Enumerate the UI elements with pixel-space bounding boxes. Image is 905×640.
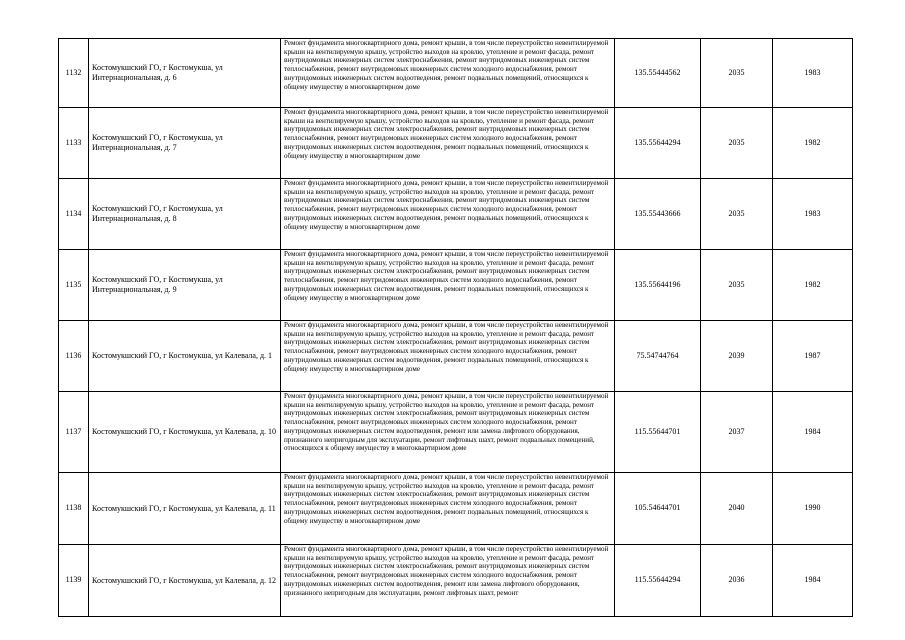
cost-cell: 115.55644701 [615,392,701,473]
table-row [59,250,853,321]
table-row [59,473,853,545]
cost-cell: 135.55444562 [615,39,701,108]
built-year-cell: 1983 [773,179,853,250]
planned-year-cell: 2035 [701,108,773,179]
row-number: 1133 [59,108,89,179]
address-cell: Костомукшский ГО, г Костомукша, ул Калевала, д. 11 [89,473,281,545]
planned-year-cell: 2035 [701,179,773,250]
built-year-cell: 1983 [773,39,853,108]
built-year-cell: 1984 [773,392,853,473]
planned-year-cell: 2037 [701,392,773,473]
cost-cell: 115.55644294 [615,545,701,617]
table-row [59,321,853,392]
built-year-cell: 1982 [773,108,853,179]
cost-cell: 135.55644294 [615,108,701,179]
planned-year-cell: 2035 [701,39,773,108]
works-cell: Ремонт фундамента многоквартирного дома, ремонт крыши, в том числе переустройство невентилируемой крыши на вентилируемую крышу, устройство выходов на кровлю, утепление и ремонт фасада, ремонт внутридомовых инженерных систем электроснабжения, ремонт внутридомовых инженерных систем теплоснабжения, ремонт внутридомовых инженерных систем холодного водоснабжения, ремонт внутридомовых инженерных систем водоотведения, ремонт или замена лифтового оборудования, признанного непригодным для эксплуатации, ремонт лифтовых шахт, ремонт [281,545,615,617]
cost-cell: 135.55443666 [615,179,701,250]
address-cell: Костомукшский ГО, г Костомукша, ул Интернациональная, д. 8 [89,179,281,250]
address-cell: Костомукшский ГО, г Костомукша, ул Калевала, д. 10 [89,392,281,473]
table-row [59,392,853,473]
cost-cell: 135.55644196 [615,250,701,321]
address-cell: Костомукшский ГО, г Костомукша, ул Интернациональная, д. 6 [89,39,281,108]
table-row [59,545,853,617]
table-row [59,179,853,250]
address-cell: Костомукшский ГО, г Костомукша, ул Калевала, д. 1 [89,321,281,392]
built-year-cell: 1987 [773,321,853,392]
works-cell: Ремонт фундамента многоквартирного дома, ремонт крыши, в том числе переустройство невентилируемой крыши на вентилируемую крышу, устройство выходов на кровлю, утепление и ремонт фасада, ремонт внутридомовых инженерных систем электроснабжения, ремонт внутридомовых инженерных систем теплоснабжения, ремонт внутридомовых инженерных систем холодного водоснабжения, ремонт внутридомовых инженерных систем водоотведения, ремонт подвальных помещений, относящихся к общему имуществу в многоквартирном доме [281,473,615,545]
cost-cell: 75.54744764 [615,321,701,392]
built-year-cell: 1984 [773,545,853,617]
works-cell: Ремонт фундамента многоквартирного дома, ремонт крыши, в том числе переустройство невентилируемой крыши на вентилируемую крышу, устройство выходов на кровлю, утепление и ремонт фасада, ремонт внутридомовых инженерных систем электроснабжения, ремонт внутридомовых инженерных систем теплоснабжения, ремонт внутридомовых инженерных систем холодного водоснабжения, ремонт внутридомовых инженерных систем водоотведения, ремонт подвальных помещений, относящихся к общему имуществу в многоквартирном доме [281,39,615,108]
works-cell: Ремонт фундамента многоквартирного дома, ремонт крыши, в том числе переустройство невентилируемой крыши на вентилируемую крышу, устройство выходов на кровлю, утепление и ремонт фасада, ремонт внутридомовых инженерных систем электроснабжения, ремонт внутридомовых инженерных систем теплоснабжения, ремонт внутридомовых инженерных систем холодного водоснабжения, ремонт внутридомовых инженерных систем водоотведения, ремонт подвальных помещений, относящихся к общему имуществу в многоквартирном доме [281,108,615,179]
planned-year-cell: 2035 [701,250,773,321]
address-cell: Костомукшский ГО, г Костомукша, ул Интернациональная, д. 9 [89,250,281,321]
row-number: 1135 [59,250,89,321]
address-cell: Костомукшский ГО, г Костомукша, ул Калевала, д. 12 [89,545,281,617]
cost-cell: 105.54644701 [615,473,701,545]
works-cell: Ремонт фундамента многоквартирного дома, ремонт крыши, в том числе переустройство невентилируемой крыши на вентилируемую крышу, устройство выходов на кровлю, утепление и ремонт фасада, ремонт внутридомовых инженерных систем электроснабжения, ремонт внутридомовых инженерных систем теплоснабжения, ремонт внутридомовых инженерных систем холодного водоснабжения, ремонт внутридомовых инженерных систем водоотведения, ремонт или замена лифтового оборудования, признанного непригодным для эксплуатации, ремонт лифтовых шахт, ремонт подвальных помещений, относящихся к общему имуществу в многоквартирном доме [281,392,615,473]
row-number: 1138 [59,473,89,545]
row-number: 1137 [59,392,89,473]
works-cell: Ремонт фундамента многоквартирного дома, ремонт крыши, в том числе переустройство невентилируемой крыши на вентилируемую крышу, устройство выходов на кровлю, утепление и ремонт фасада, ремонт внутридомовых инженерных систем электроснабжения, ремонт внутридомовых инженерных систем теплоснабжения, ремонт внутридомовых инженерных систем холодного водоснабжения, ремонт внутридомовых инженерных систем водоотведения, ремонт подвальных помещений, относящихся к общему имуществу в многоквартирном доме [281,179,615,250]
row-number: 1139 [59,545,89,617]
works-cell: Ремонт фундамента многоквартирного дома, ремонт крыши, в том числе переустройство невентилируемой крыши на вентилируемую крышу, устройство выходов на кровлю, утепление и ремонт фасада, ремонт внутридомовых инженерных систем электроснабжения, ремонт внутридомовых инженерных систем теплоснабжения, ремонт внутридомовых инженерных систем холодного водоснабжения, ремонт внутридомовых инженерных систем водоотведения, ремонт подвальных помещений, относящихся к общему имуществу в многоквартирном доме [281,250,615,321]
planned-year-cell: 2040 [701,473,773,545]
planned-year-cell: 2039 [701,321,773,392]
row-number: 1134 [59,179,89,250]
table-row [59,108,853,179]
table-row [59,39,853,108]
built-year-cell: 1990 [773,473,853,545]
built-year-cell: 1982 [773,250,853,321]
works-cell: Ремонт фундамента многоквартирного дома, ремонт крыши, в том числе переустройство невентилируемой крыши на вентилируемую крышу, устройство выходов на кровлю, утепление и ремонт фасада, ремонт внутридомовых инженерных систем электроснабжения, ремонт внутридомовых инженерных систем теплоснабжения, ремонт внутридомовых инженерных систем холодного водоснабжения, ремонт внутридомовых инженерных систем водоотведения, ремонт подвальных помещений, относящихся к общему имуществу в многоквартирном доме [281,321,615,392]
capital-repair-table [58,38,853,617]
row-number: 1132 [59,39,89,108]
planned-year-cell: 2036 [701,545,773,617]
address-cell: Костомукшский ГО, г Костомукша, ул Интернациональная, д. 7 [89,108,281,179]
row-number: 1136 [59,321,89,392]
